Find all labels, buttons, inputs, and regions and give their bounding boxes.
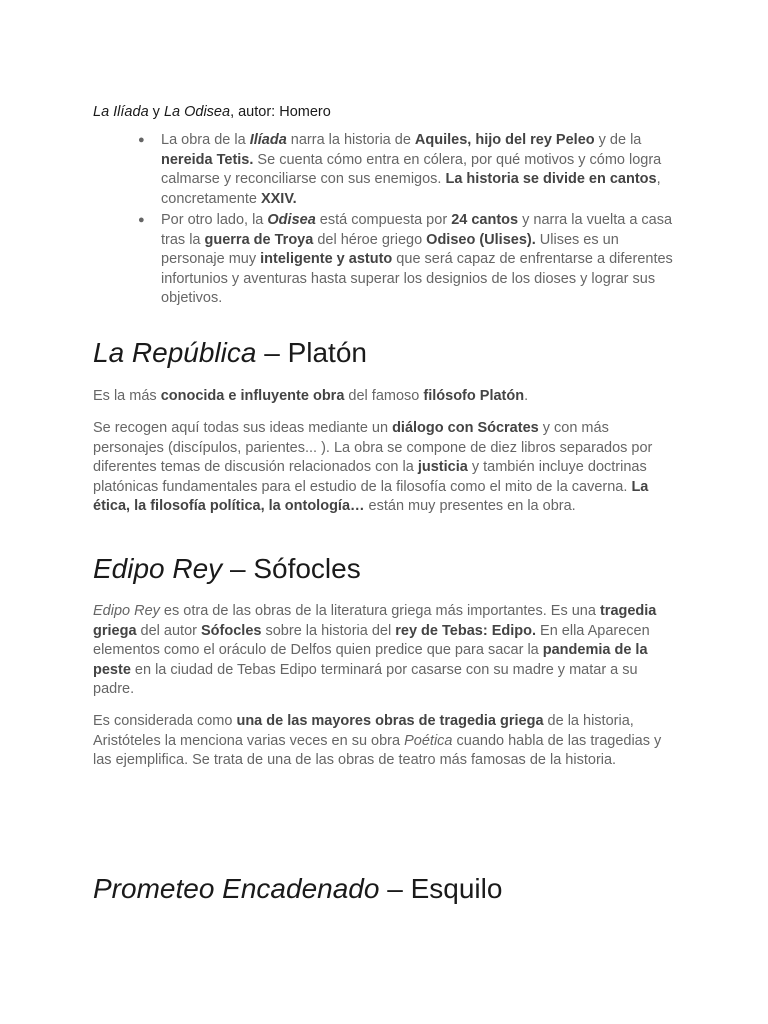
heading-work: Prometeo Encadenado xyxy=(93,873,380,904)
text-run: está compuesta por xyxy=(315,212,452,228)
text-run: , concretamente xyxy=(161,171,661,207)
emphasis-run: La historia se divide en cantos xyxy=(445,171,657,187)
emphasis-run: tragedia griega xyxy=(93,603,657,639)
text-run: en la ciudad de Tebas Edipo terminará por casarse con su madre y matar a su padre. xyxy=(93,661,638,697)
heading-author: – Sófocles xyxy=(222,553,361,584)
emphasis-run: La ética, la filosofía política, la ontología… xyxy=(93,478,649,514)
paragraph-edipo-2 xyxy=(93,712,677,771)
emphasis-run: XXIV. xyxy=(260,190,297,207)
emphasis-run: justicia xyxy=(417,459,468,475)
heading-work: Edipo Rey xyxy=(93,553,223,584)
text-run: cuando habla de las tragedias y las ejemplifica. Se trata de una de las obras de teatro más famosas de la historia. xyxy=(93,732,662,768)
text-run: Es la más xyxy=(93,388,161,404)
text-run: Ulises es un personaje muy xyxy=(161,231,619,267)
emphasis-run: Odisea xyxy=(267,212,316,228)
text-run: es otra de las obras de la literatura griega más importantes. Es una xyxy=(159,603,600,619)
emphasis-run: inteligente y astuto xyxy=(260,251,393,267)
emphasis-run: Edipo Rey xyxy=(93,603,160,619)
intro-work-iliada: La Ilíada xyxy=(93,104,149,120)
emphasis-run: Ilíada xyxy=(249,132,287,148)
bullet-dot-icon: ● xyxy=(138,214,145,226)
heading-prometeo-encadenado xyxy=(93,873,502,905)
text-run: sobre la historia del xyxy=(261,622,396,639)
paragraph-edipo-1 xyxy=(93,602,677,700)
bullet-text xyxy=(161,212,673,306)
heading-author: – Platón xyxy=(256,337,367,368)
text-run: Es considerada como xyxy=(93,713,237,729)
paragraph-republica-2 xyxy=(93,419,677,517)
emphasis-run: diálogo con Sócrates xyxy=(392,420,539,436)
emphasis-run: Sófocles xyxy=(201,622,262,639)
text-run: que será capaz de enfrentarse a diferentes infortunios y aventuras hasta superar los designios de los dioses y lograr sus objetivos. xyxy=(161,251,673,306)
text-run: En ella Aparecen elementos como el oráculo de Delfos quien predice que para sacar la xyxy=(93,622,650,658)
text-run: narra la historia de xyxy=(286,132,415,148)
text-run: del autor xyxy=(136,622,202,639)
text-run: Por otro lado, la xyxy=(161,212,268,228)
emphasis-run: filósofo Platón xyxy=(423,388,525,404)
text-run: del héroe griego xyxy=(313,231,427,248)
text-run: La obra de la xyxy=(161,132,250,148)
intro-line xyxy=(93,104,331,120)
emphasis-run: pandemia de la peste xyxy=(93,642,648,678)
emphasis-run: Aquiles, hijo del rey Peleo xyxy=(414,132,595,148)
intro-conjunction: y xyxy=(148,104,164,120)
bullet-text xyxy=(161,132,661,207)
heading-work: La República xyxy=(93,337,257,368)
text-run: están muy presentes en la obra. xyxy=(364,498,576,514)
emphasis-run: nereida Tetis. xyxy=(161,151,254,168)
emphasis-run: rey de Tebas: Edipo. xyxy=(395,622,536,639)
heading-la-republica xyxy=(93,337,367,369)
paragraph-republica-1 xyxy=(93,387,677,407)
emphasis-run: Poética xyxy=(404,732,453,749)
emphasis-run: Odiseo (Ulises). xyxy=(426,231,536,248)
heading-edipo-rey xyxy=(93,553,361,585)
text-run: del famoso xyxy=(344,388,424,404)
bullet-odisea xyxy=(93,211,683,309)
emphasis-run: conocida e influyente obra xyxy=(160,388,345,404)
emphasis-run: 24 cantos xyxy=(451,212,519,228)
text-run: y de la xyxy=(594,132,642,148)
text-run: y también incluye doctrinas platónicas fundamentales para el estudio de la filosofía como el mito de la caverna. xyxy=(93,459,647,495)
text-run: y narra la vuelta a casa tras la xyxy=(161,212,673,248)
bullet-dot-icon: ● xyxy=(138,134,145,146)
text-run: Se recogen aquí todas sus ideas mediante un xyxy=(93,420,393,436)
text-run: y con más personajes (discípulos, parientes... ). La obra se compone de diez libros separados por diferentes temas de discusión relacionados con la xyxy=(93,420,653,475)
bullet-iliada xyxy=(93,131,683,209)
text-run: . xyxy=(524,388,529,404)
heading-author: – Esquilo xyxy=(379,873,503,904)
homer-bullet-list xyxy=(93,131,683,311)
intro-work-odisea: La Odisea xyxy=(163,104,231,120)
emphasis-run: una de las mayores obras de tragedia griega xyxy=(236,713,544,729)
emphasis-run: guerra de Troya xyxy=(204,231,314,248)
text-run: Se cuenta cómo entra en cólera, por qué motivos y cómo logra calmarse y reconciliarse con sus enemigos. xyxy=(161,151,662,187)
intro-author: , autor: Homero xyxy=(230,104,331,120)
text-run: de la historia, Aristóteles la menciona varias veces en su obra xyxy=(93,713,634,749)
